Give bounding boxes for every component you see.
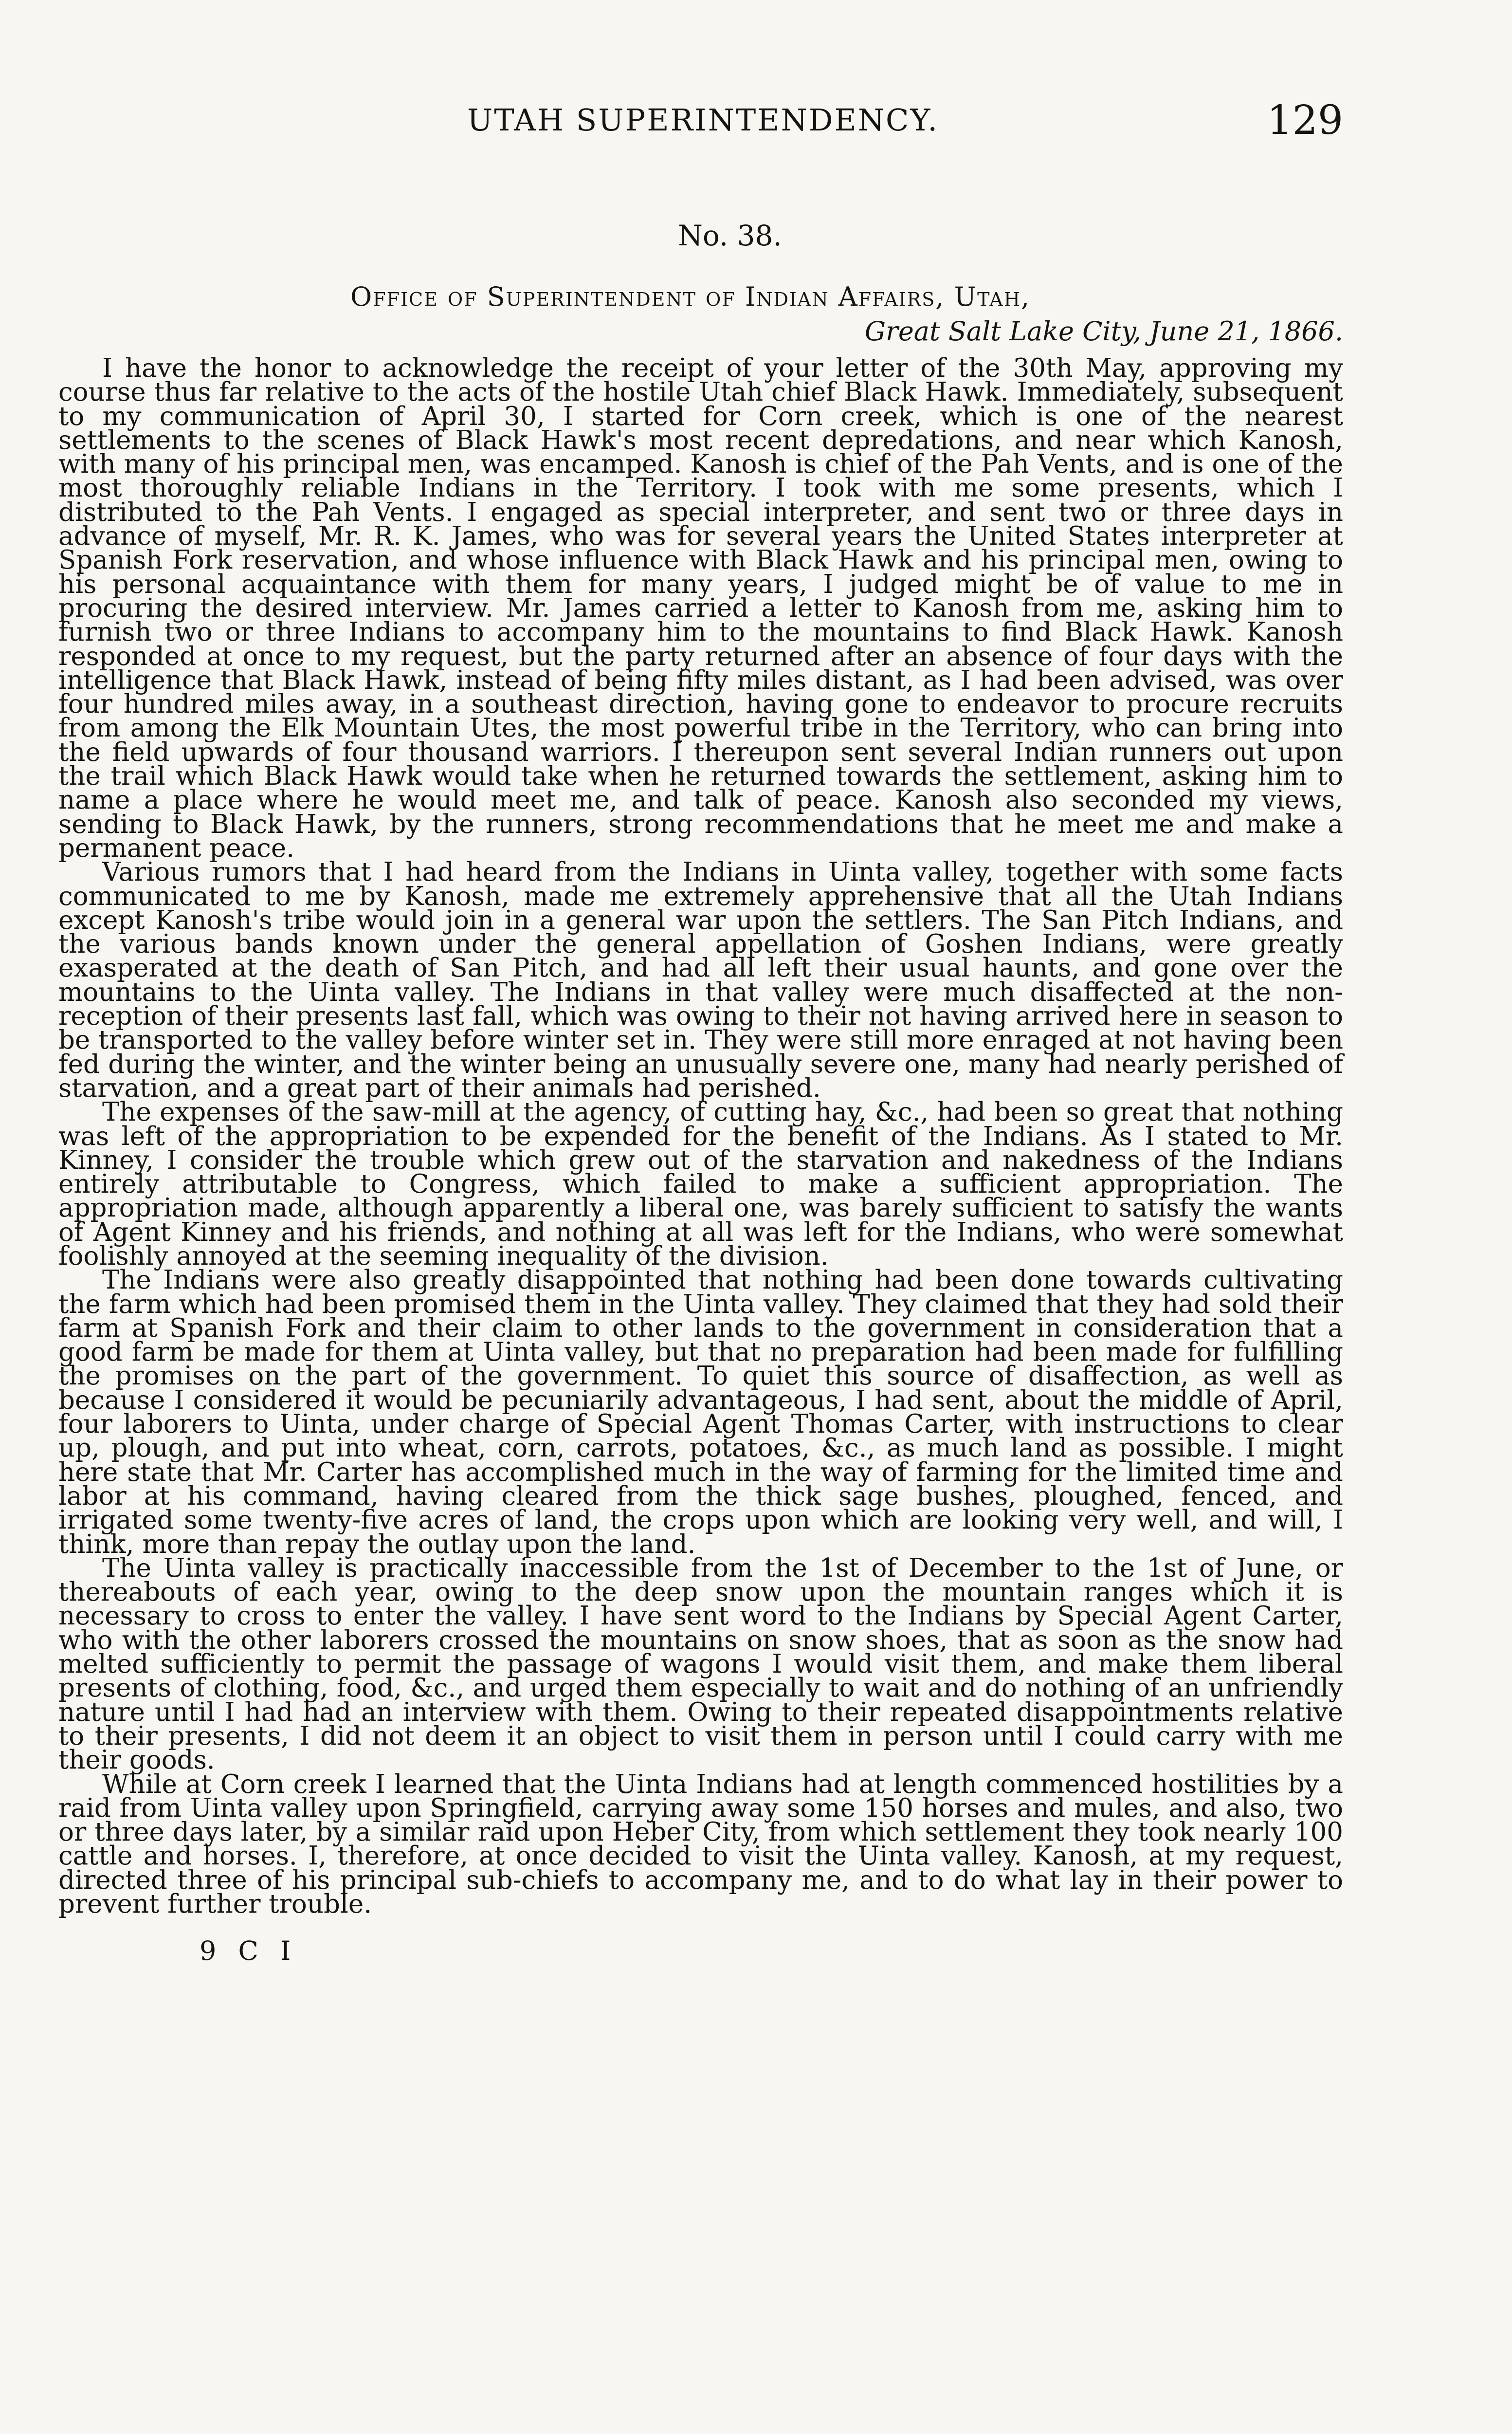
document-page	[58, 97, 1343, 1966]
running-title: UTAH SUPERINTENDENCY.	[467, 102, 939, 138]
paragraph: I have the honor to acknowledge the receipt of your letter of the 30th May, approving my course thus far relative to the acts of the hostile Utah chief Black Hawk. Immediately, subsequent to my communication of April 30, I started for Corn creek, which is one of the nearest settlements to the scenes of Black Hawk's most recent depredations, and near which Kanosh, with many of his principal men, was encamped. Kanosh is chief of the Pah Vents, and is one of the most thoroughly reliable Indians in the Territory. I took with me some presents, which I distributed to the Pah Vents. I engaged as special interpreter, and sent two or three days in advance of myself, Mr. R. K. James, who was for several years the United States interpreter at Spanish Fork reservation, and whose influence with Black Hawk and his principal men, owing to his personal acquaintance with them for many years, I judged might be of value to me in procuring the desired interview. Mr. James carried a letter to Kanosh from me, asking him to furnish two or three Indians to accompany him to the mountains to find Black Hawk. Kanosh responded at once to my request, but the party returned after an absence of four days with the intelligence that Black Hawk, instead of being fifty miles distant, as I had been advised, was over four hundred miles away, in a southeast direction, having gone to endeavor to procure recruits from among the Elk Mountain Utes, the most powerful tribe in the Territory, who can bring into the field upwards of four thousand warriors. I thereupon sent several Indian runners out upon the trail which Black Hawk would take when he returned towards the settlement, asking him to name a place where he would meet me, and talk of peace. Kanosh also seconded my views, sending to Black Hawk, by the runners, strong recommendations that he meet me and make a permanent peace.	[58, 353, 1343, 863]
paragraph: The Uinta valley is practically inaccessible from the 1st of December to the 1st of June, or thereabouts of each year, owing to the deep snow upon the mountain ranges which it is necessary to cross to enter the valley. I have sent word to the Indians by Special Agent Carter, who with the other laborers crossed the mountains on snow shoes, that as soon as the snow had melted sufficiently to permit the passage of wagons I would visit them, and make them liberal presents of clothing, food, &c., and urged them especially to wait and do nothing of an unfriendly nature until I had had an interview with them. Owing to their repeated disappointments relative to their presents, I did not deem it an object to visit them in person until I could carry with me their goods.	[58, 1553, 1343, 1775]
paragraph: The expenses of the saw-mill at the agency, of cutting hay, &c., had been so great that nothing was left of the appropriation to be expended for the benefit of the Indians. As I stated to Mr. Kinney, I consider the trouble which grew out of the starvation and nakedness of the Indians entirely attributable to Congress, which failed to make a sufficient appropriation. The appropriation made, although apparently a liberal one, was barely sufficient to satisfy the wants of Agent Kinney and his friends, and nothing at all was left for the Indians, who were somewhat foolishly annoyed at the seeming inequality of the division.	[58, 1097, 1343, 1271]
dateline: Great Salt Lake City, June 21, 1866.	[864, 316, 1343, 347]
office-line: Office of Superintendent of Indian Affairs, Utah,	[350, 281, 1031, 312]
page-number: 129	[1267, 97, 1343, 144]
letter-body	[58, 353, 1343, 1919]
paragraph: While at Corn creek I learned that the Uinta Indians had at length commenced hostilities by a raid from Uinta valley upon Springfield, carrying away some 150 horses and mules, and also, two or three days later, by a similar raid upon Heber City, from which settlement they took nearly 100 cattle and horses. I, therefore, at once decided to visit the Uinta valley. Kanosh, at my request, directed three of his principal sub-chiefs to accompany me, and to do what lay in their power to prevent further trouble.	[58, 1769, 1343, 1919]
signature-mark: 9 C I	[200, 1936, 298, 1967]
paragraph: The Indians were also greatly disappointed that nothing had been done towards cultivating the farm which had been promised them in the Uinta valley. They claimed that they had sold their farm at Spanish Fork and their claim to other lands to the government in consideration that a good farm be made for them at Uinta valley, but that no preparation had been made for fulfilling the promises on the part of the government. To quiet this source of disaffection, as well as because I considered it would be pecuniarily advantageous, I had sent, about the middle of April, four laborers to Uinta, under charge of Special Agent Thomas Carter, with instructions to clear up, plough, and put into wheat, corn, carrots, potatoes, &c., as much land as possible. I might here state that Mr. Carter has accomplished much in the way of farming for the limited time and labor at his command, having cleared from the thick sage bushes, ploughed, fenced, and irrigated some twenty-five acres of land, the crops upon which are looking very well, and will, I think, more than repay the outlay upon the land.	[58, 1265, 1343, 1559]
document-number: No. 38.	[678, 219, 782, 252]
running-header	[58, 97, 1343, 156]
paragraph: Various rumors that I had heard from the Indians in Uinta valley, together with some facts communicated to me by Kanosh, made me extremely apprehensive that all the Utah Indians except Kanosh's tribe would join in a general war upon the settlers. The San Pitch Indians, and the various bands known under the general appellation of Goshen Indians, were greatly exasperated at the death of San Pitch, and had all left their usual haunts, and gone over the mountains to the Uinta valley. The Indians in that valley were much disaffected at the non-reception of their presents last fall, which was owing to their not having arrived here in season to be transported to the valley before winter set in. They were still more enraged at not having been fed during the winter, and the winter being an unusually severe one, many had nearly perished of starvation, and a great part of their animals had perished.	[58, 857, 1343, 1103]
